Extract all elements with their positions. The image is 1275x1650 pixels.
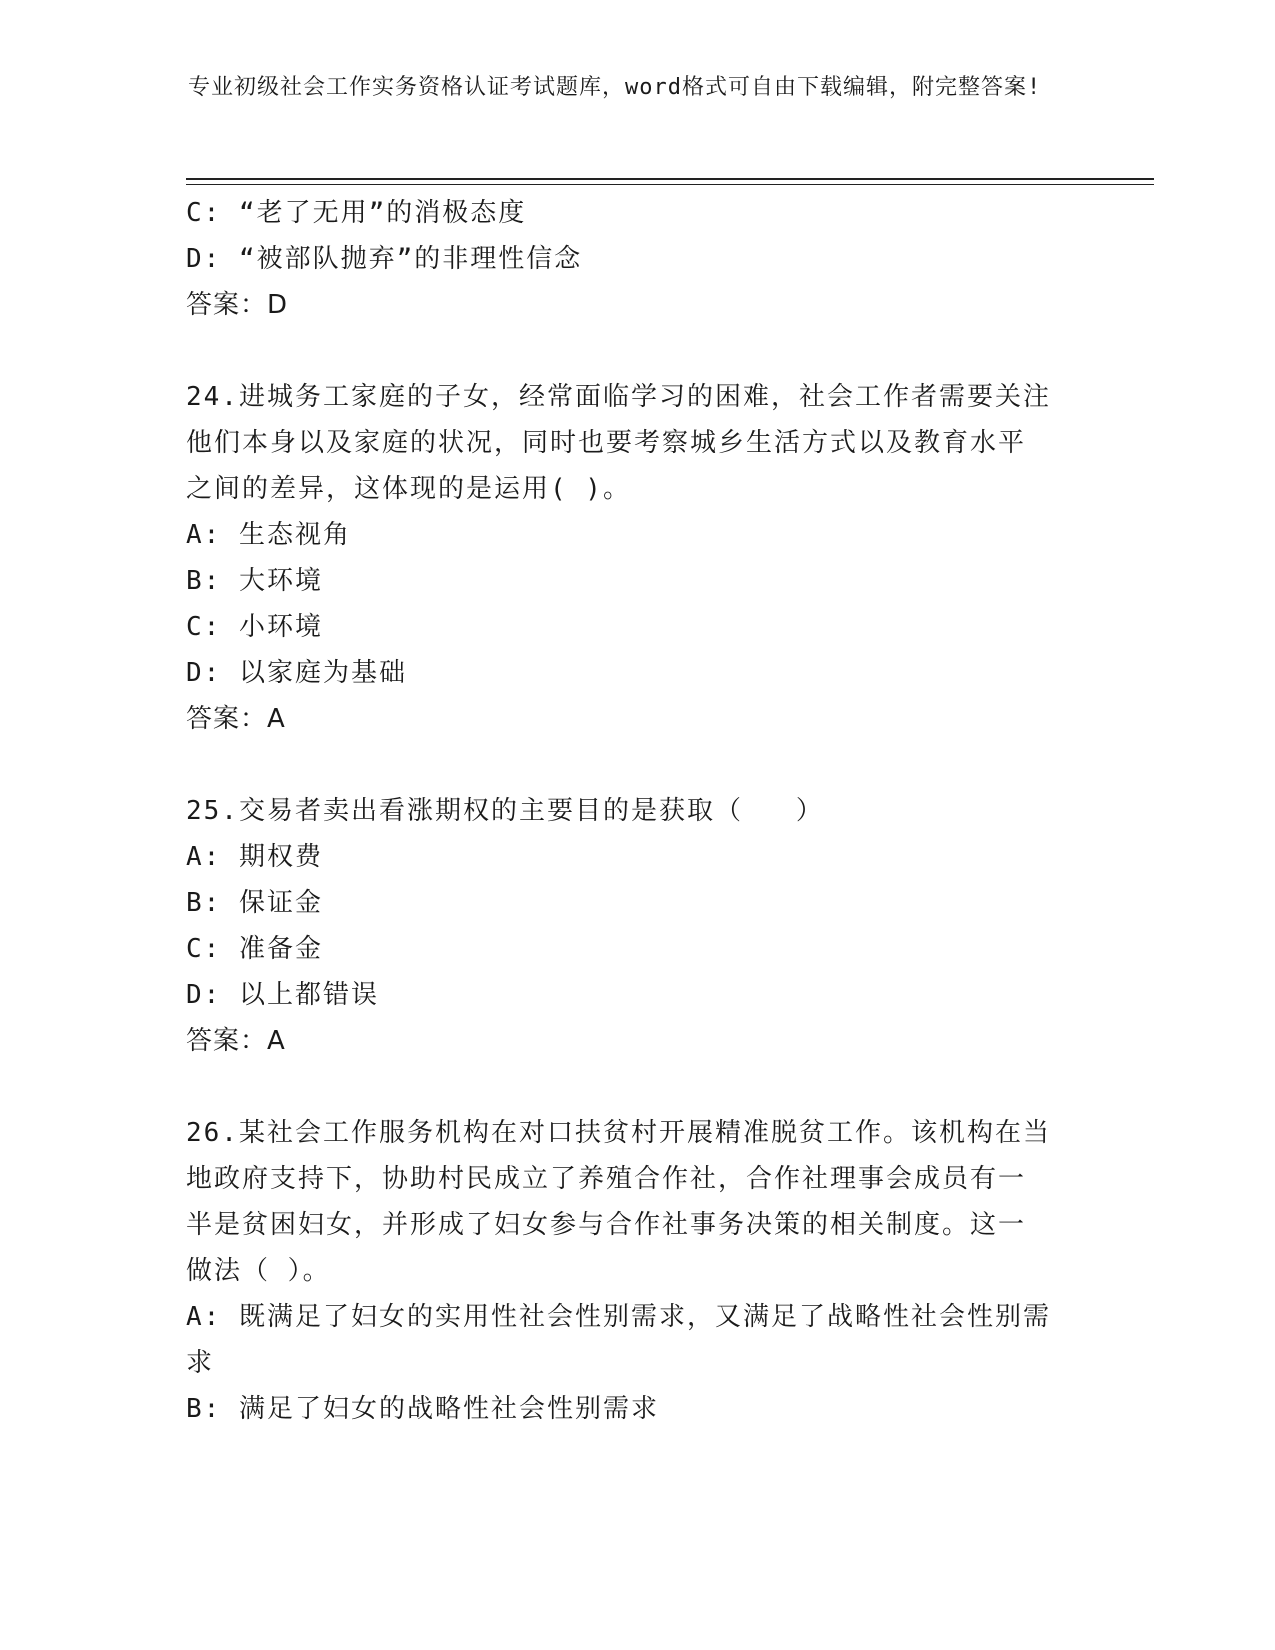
question-stem-line: 半是贫困妇女，并形成了妇女参与合作社事务决策的相关制度。这一 — [186, 1210, 1027, 1240]
option-d: D: “被部队抛弃”的非理性信念 — [186, 244, 583, 274]
answer-line: 答案：A — [186, 704, 286, 734]
page-header: 专业初级社会工作实务资格认证考试题库，word格式可自由下载编辑，附完整答案! — [188, 75, 1042, 100]
option-b: B: 满足了妇女的战略性社会性别需求 — [186, 1394, 659, 1424]
question-26 — [186, 1110, 1086, 1432]
option-a: A: 既满足了妇女的实用性社会性别需求，又满足了战略性社会性别需 — [186, 1302, 1051, 1332]
answer-line: 答案：A — [186, 1026, 286, 1056]
question-stem-line: 24.进城务工家庭的子女，经常面临学习的困难，社会工作者需要关注 — [186, 382, 1051, 412]
header-rule-thin — [186, 184, 1154, 185]
question-24 — [186, 374, 1086, 742]
option-a: A: 生态视角 — [186, 520, 351, 550]
option-a: A: 期权费 — [186, 842, 323, 872]
option-b: B: 大环境 — [186, 566, 323, 596]
option-d: D: 以家庭为基础 — [186, 658, 407, 688]
option-a-continuation: 求 — [186, 1348, 215, 1378]
option-b: B: 保证金 — [186, 888, 323, 918]
question-25 — [186, 788, 1086, 1064]
option-c: C: “老了无用”的消极态度 — [186, 198, 527, 228]
question-stem-line: 之间的差异，这体现的是运用( )。 — [186, 474, 631, 504]
question-stem-line: 地政府支持下，协助村民成立了养殖合作社，合作社理事会成员有一 — [186, 1164, 1027, 1194]
question-stem-line: 26.某社会工作服务机构在对口扶贫村开展精准脱贫工作。该机构在当 — [186, 1118, 1051, 1148]
question-content — [186, 190, 1086, 1432]
answer-line: 答案：D — [186, 290, 289, 320]
header-rule-thick — [186, 178, 1154, 180]
question-stem-line: 他们本身以及家庭的状况，同时也要考察城乡生活方式以及教育水平 — [186, 428, 1027, 458]
question-stem-line: 做法（ ）。 — [186, 1256, 331, 1286]
option-c: C: 准备金 — [186, 934, 323, 964]
option-c: C: 小环境 — [186, 612, 323, 642]
question-stem-line: 25.交易者卖出看涨期权的主要目的是获取（ ） — [186, 796, 824, 826]
option-d: D: 以上都错误 — [186, 980, 379, 1010]
